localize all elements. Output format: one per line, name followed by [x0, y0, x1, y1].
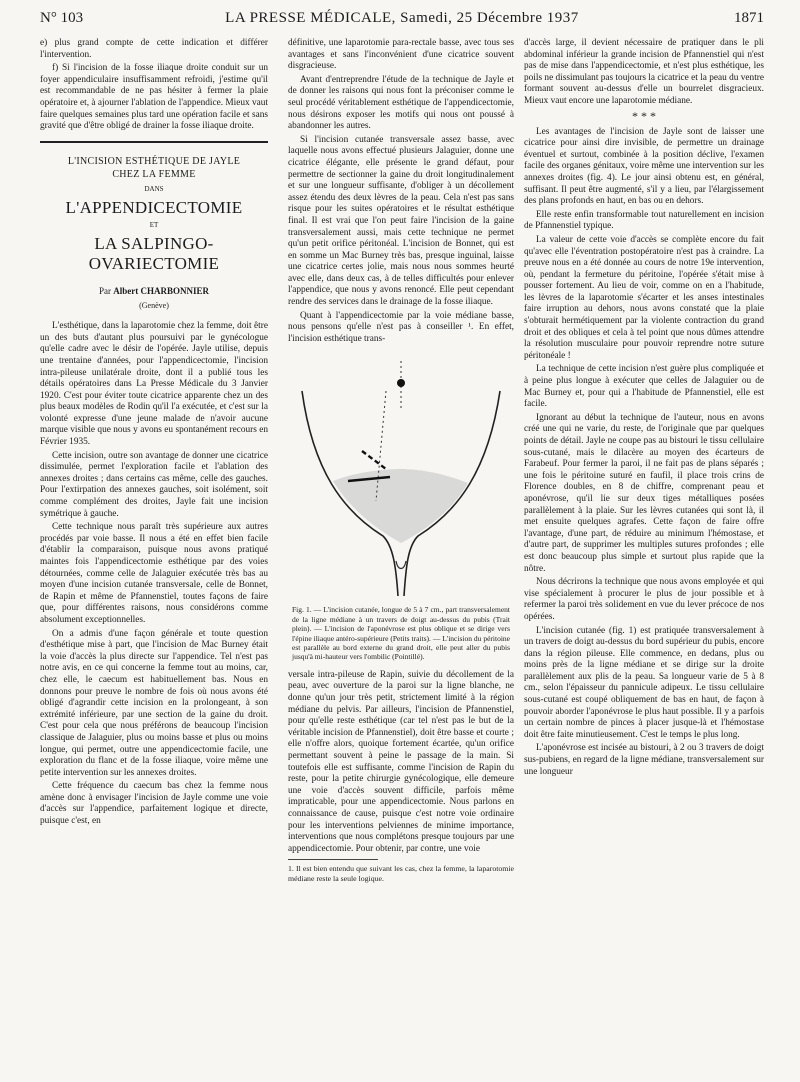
author-prefix: Par [99, 285, 111, 296]
footnote-separator [288, 859, 378, 860]
paragraph: La valeur de cette voie d'accès se complète encore du fait qu'avec elle l'éventration postopératoire n'est pas à craindre. La preuve nous en a été donnée au cours de notre 19e intervention, où, pendant la fermeture du péritoine, l'opérée s'était mise à pousser fortement. Au lieu de voir, comme on en a l'habitude, les lèvres de la laparotomie s'écarter et les anses intestinales faire irruption au dehors, nous avons constaté que la plaie s'obturait hermétiquement par la violente contraction du grand droit et des obliques et cela à tel point que nous dûmes attendre la résolution musculaire pour pouvoir reprendre notre suture péritonéale ! [524, 234, 764, 361]
column-1 [40, 38, 268, 830]
article-heading [40, 155, 268, 311]
supertitle-line-1: L'INCISION ESTHÉTIQUE DE JAYLE [67, 155, 241, 167]
paragraph: Cette technique nous paraît très supérieure aux autres procédés par voie basse. Il nous a été en effet bien facile d'établir la comparaison, puisque nous avons pratiqué maintes fois l'appendicectomie esthétique par des voies détournées, comme celle de Jalaguier exécutée très bas au moyen d'une incision cutanée transversale, celle de Bonnet, de Rapin et même de Pfannenstiel, toutes façons de faire que, pour différentes raisons, nous considérons comme absolument exceptionnelles. [40, 522, 268, 625]
paragraph: Si l'incision cutanée transversale assez basse, avec laquelle nous avons effectué plusieurs Jalaguier, donne une cicatrice élégante, elle présente le grand défaut, pour permettre de sectionner la gaine du droit longitudinalement et sur une longueur suffisante, d'obliger à un décollement assez étendu des deux lèvres de la peau. Cela n'est pas sans risque pour les suites opératoires et le résultat esthétique final. Il est vrai que l'on peut faire l'incision de la gaine transversalement aussi, mais cette technique ne permet qu'un petit orifice péritonéal. L'incision de Bonnet, qui est en somme un Mac Burney très bas, presque inguinal, laisse une cicatrice certes jolie, mais nous nous sommes heurté avec elle, dans deux cas, à de telles difficultés pour enlever l'appendice, que nous y avons renoncé. Elle peut cependant rendre des services dans le drainage de la fosse iliaque. [288, 134, 514, 308]
paragraph: Nous décrirons la technique que nous avons employée et qui vise spécialement à procurer le plus de jour possible et à refermer la paroi très solidement en vue du lever précoce de nos opérées. [524, 577, 764, 622]
author-line [40, 286, 268, 298]
figure-1-illustration [288, 351, 514, 601]
issue-number: N° 103 [40, 10, 84, 26]
abdomen-incision-drawing [288, 351, 514, 601]
paragraph: versale intra-pileuse de Rapin, suivie du décollement de la peau, avec ouverture de la paroi sur la ligne blanche, ne donne qu'un jour très petit, strictement limité à la région médiane du pelvis. Par ailleurs, l'incision de Pfannenstiel, pour qu'elle reste esthétique (car tel n'est pas le but de la véritable incision de Pfannenstiel), doit être basse et courte ; elle n'offre alors, quoique fortement écartée, qu'un orifice permettant souvent à peine le passage de la main. Si toutefois elle est suffisante, comme l'incision de Rapin du reste, pour la petite chirurgie gynécologique, elle demeure une voie d'accès souvent difficile, parfois même impraticable, pour une appendicectomie. Nous parlons en connaissance de cause, puisque c'est notre voie ordinaire pour les interventions pelviennes de minime importance, interventions que nous complétons presque toujours par une appendicectomie. Pour obtenir, par contre, une voie [288, 669, 514, 854]
paragraph: Avant d'entreprendre l'étude de la technique de Jayle et de donner les raisons qui nous font la préconiser comme le seul procédé véritablement esthétique de l'appendicectomie, nous désirons exposer les motifs qui nous ont poussé à abandonner les autres. [288, 74, 514, 132]
section-stars: * * * [632, 108, 656, 123]
paragraph: L'aponévrose est incisée au bistouri, à 2 ou 3 travers de doigt sus-pubiens, en regard de la ligne médiane, transversalement sur une longueur [524, 743, 764, 777]
previous-article-e: e) plus grand compte de cette indication et différer l'intervention. [40, 38, 268, 60]
paragraph: Cette fréquence du caecum bas chez la femme nous amène donc à envisager l'incision de Jayle comme une voie d'accès sur l'appendice, parfaitement logique et directe, puisque c'est, en [40, 781, 268, 827]
title-line-1: L'APPENDICECTOMIE [65, 198, 243, 218]
figure-1-caption: Fig. 1. — L'incision cutanée, longue de 5 à 7 cm., part transversalement de la ligne médiane à un travers de doigt au-dessus du pubis (Trait plein). — L'incision de l'aponévrose est plus oblique et se dirige vers l'épine iliaque antéro-supérieure (Petits traits). — L'incision du péritoine est parallèle au bord externe du grand droit, elle peut aller du pubis jusqu'à mi-hauteur vers l'ombilic (Pointillé). [292, 605, 510, 662]
paragraph: d'accès large, il devient nécessaire de pratiquer dans le pli abdominal inférieur la grande incision de Pfannenstiel qui n'est pas de mise dans l'appendicectomie, et n'est plus esthétique, les poils ne dissimulant pas toujours la cicatrice et la peau du ventre formant souvent au-dessus d'elle un bourrelet disgracieux. Mieux vaut encore une laparotomie médiane. [524, 38, 764, 106]
paragraph: Les avantages de l'incision de Jayle sont de laisser une cicatrice pour ainsi dire invisible, de permettre un drainage éventuel et surtout, combinée à la position déclive, l'examen facile des organes génitaux, voire même une intervention sur les annexes droites (fig. 4). Le jour ainsi obtenu est, en général, suffisant. Il peut être augmenté, s'il y a lieu, par l'élargissement des plans profonds en haut, en bas ou en dehors. [524, 126, 764, 207]
paragraph: La technique de cette incision n'est guère plus compliquée et à peine plus longue à exécuter que celles de Jalaguier ou de Mac Burney et, pour qui a l'habitude de Pfannenstiel, elle est facile. [524, 364, 764, 410]
supertitle-line-2: CHEZ LA FEMME [112, 168, 196, 180]
paragraph: Elle reste enfin transformable tout naturellement en incision de Pfannenstiel typique. [524, 209, 764, 232]
previous-article-f: f) Si l'incision de la fosse iliaque droite conduit sur un foyer appendiculaire insuffisamment refroidi, j'estime qu'il est recommandable de ne pas hésiter à fermer la plaie opératoire et, à ajourner l'ablation de l'appendice. Mieux vaut faire quelques semaines plus tard une opération facile et sans gravité que d'être obligé de drainer la fosse iliaque droite. [40, 63, 268, 132]
paragraph: L'esthétique, dans la laparotomie chez la femme, doit être un des buts d'autant plus poursuivi par le gynécologue qu'elle cadre avec le désir de l'opérée. Jayle utilise, depuis une trentaine d'années, pour l'appendicectomie, l'incision intra-pileuse unilatérale droite, dont il a publié tous les détails opératoires dans La Presse Médicale du 3 Janvier 1920. C'est pour éviter toute cicatrice apparente chez un des plus beaux modèles de Rodin qu'il l'a exécutée, et c'est sur la volonté expresse d'une jeune malade de n'avoir aucune marque visible que nous y avons eu spontanément recours en Février 1935. [40, 321, 268, 448]
title-connector-dans: DANS [144, 184, 164, 193]
journal-title: LA PRESSE MÉDICALE, Samedi, 25 Décembre 1937 [225, 10, 579, 26]
column-2 [288, 38, 514, 884]
author-name: Albert CHARBONNIER [113, 285, 209, 296]
article-separator [40, 141, 268, 143]
page-header [40, 8, 764, 30]
page-number: 1871 [734, 10, 764, 26]
column-3 [524, 38, 764, 780]
title-connector-et: ET [149, 221, 159, 230]
paragraph: On a admis d'une façon générale et toute question d'esthétique mise à part, que l'incision de Mac Burney était la voie d'accès la plus directe sur l'appendice. Tel n'est pas notre avis, en ce qui concerne la femme tout au moins, car, chez elle, le caecum est habituellement bas. Nous en donnons pour preuve le nombre de fois où nous avons été obligé d'agrandir cette incision en la prolongeant, à son extrémité inférieure, par une section de la gaine du droit. C'est pour cela que nous préférons de beaucoup l'incision classique de Jalaguier, plus ou moins basse et plus ou moins longue, qui permet, outre une appendicectomie facile, une exploration du flanc et de la fosse iliaque, voire même une petite intervention sur les annexes droites. [40, 628, 268, 778]
paragraph: L'incision cutanée (fig. 1) est pratiquée transversalement à un travers de doigt au-dessus du bord supérieur du pubis, encore dans la région pileuse. Elle commence, en dedans, plus ou moins près de la ligne médiane et se dirige sur la droite parallèlement aux plis de la peau. Sa longueur varie de 5 à 8 cm., selon l'épaisseur du pannicule adipeux. Le tissu cellulaire sous-cutané est coupé obliquement de bas en haut, de façon à pouvoir aborder l'aponévrose le plus haut possible. Il y a parfois un certain nombre de pinces à placer jusque-là et l'hémostase doit être faite minutieusement. C'est le temps le plus long. [524, 625, 764, 740]
author-location: (Genève) [139, 300, 169, 310]
paragraph: Ignorant au début la technique de l'auteur, nous en avons créé une qui ne varie, du reste, de l'originale que par quelques points de détail. Jayle ne coupe pas au bistouri le tissu cellulaire sous-cutané, mais le dilacère au moyen des écarteurs de Farabeuf. Pour fermer la paroi, il ne fait pas de plans séparés ; une fois le péritoine suturé en faufil, il place trois crins de Florence doubles, en 8 de chiffre, comprenant peau et aponévrose, qu'il lie sur deux tiges métalliques posées parallèlement à la plaie. Sur les lèvres cutanées qui sont là, il met ensuite quelques agrafes. Cette façon de faire offre l'avantage, d'une part, de réduire au minimum l'hémostase, et d'autre part, de supprimer les multiples sutures profondes ; elle est donc beaucoup plus simple et surtout plus rapide que la nôtre. [524, 412, 764, 574]
paragraph: définitive, une laparotomie para-rectale basse, avec tous ses avantages et sans l'inconvénient d'une cicatrice souvent disgracieuse. [288, 38, 514, 72]
title-line-2: LA SALPINGO-OVARIECTOMIE [88, 233, 220, 273]
footnote: 1. Il est bien entendu que suivant les cas, chez la femme, la laparotomie médiane reste la seule logique. [288, 864, 514, 883]
paragraph: Quant à l'appendicectomie par la voie médiane basse, nous pensons qu'elle n'est pas à conseiller ¹. En effet, l'incision esthétique trans- [288, 310, 514, 344]
paragraph: Cette incision, outre son avantage de donner une cicatrice dissimulée, permet l'exploration facile et l'ablation des annexes droites ; dans certains cas même, celle des gauches. Pour l'extirpation des annexes gauches, soit isolément, soit comme complément des droites, Jayle fait une incision symétrique à gauche. [40, 450, 268, 519]
